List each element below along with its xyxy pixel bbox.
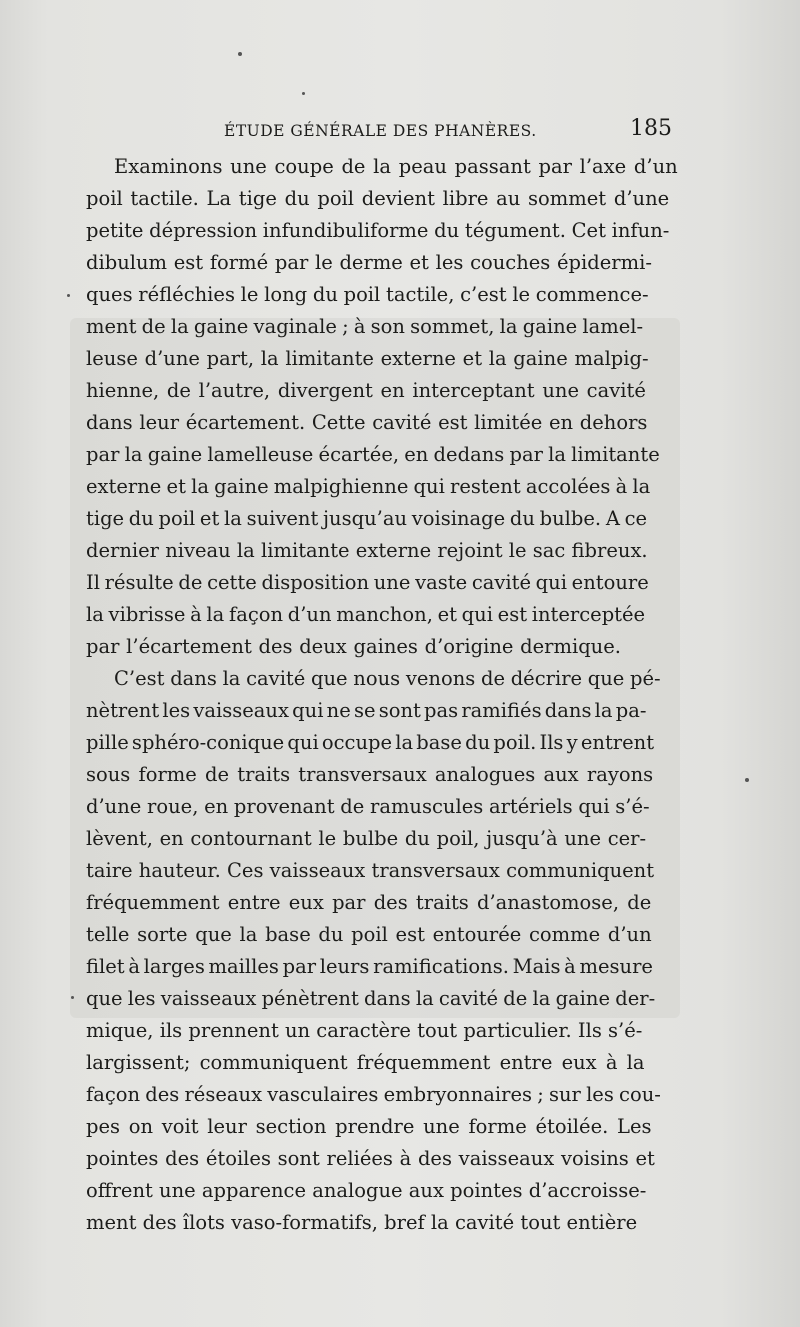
ink-speck <box>745 778 749 782</box>
text-line: Examinons une coupe de la peau passant par l’axe d’un <box>114 155 678 178</box>
page-number: 185 <box>630 116 672 141</box>
text-line: C’est dans la cavité que nous venons de décrire que pé- <box>114 667 661 690</box>
book-page: ÉTUDE GÉNÉRALE DES PHANÈRES. 185 Examinons une coupe de la peau passant par l’axe d’un poil tactile. La tige du poil devient libre au sommet d’une petite dépression infundibuliforme du tégument. Cet infun- dibulum est formé par le derme et les couches épidermi- ques réfléchies le long du poil tactile, c’est le commence- ment de la gaine vaginale ; à son sommet, la gaine lamel- leuse d’une part, la limitante externe et la gaine malpig- hienne, de l’autre, divergent en interceptant une cavité dans leur écartement. Cette cavité est limitée en dehors par la gaine lamelleuse écartée, en dedans par la limitante externe et la gaine malpighienne qui restent accolées à la tige du poil et la suivent jusqu’au voisinage du bulbe. A ce dernier niveau la limitante externe rejoint le sac fibreux. Il résulte de cette disposition une vaste cavité qui entoure la vibrisse à la façon d’un manchon, et qui est interceptée par l’écartement des deux gaines d’origine dermique. C’est dans la cavité que nous venons de décrire que pé- nètrent les vaisseaux qui ne se sont pas ramifiés dans la pa- pille sphéro-conique qui occupe la base du poil. Ils y entrent sous forme de traits transversaux analogues aux rayons d’une roue, en provenant de ramuscules artériels qui s’é- lèvent, en contournant le bulbe du poil, jusqu’à une cer- taire hauteur. Ces vaisseaux transversaux communiquent fréquemment entre eux par des traits d’anastomose, de telle sorte que la base du poil est entourée comme d’un filet à larges mailles par leurs ramifications. Mais à mesure que les vaisseaux pénètrent dans la cavité de la gaine der- mique, ils prennent un caractère tout particulier. Ils s’é- largissent; communiquent fréquemment entre eux à la façon des réseaux vasculaires embryonnaires ; sur les cou- pes on voit leur section prendre une forme étoilée. Les pointes des étoiles sont reliées à des vaisseaux voisins et offrent une apparence analogue aux pointes d’accroisse- ment des îlots vaso-formatifs, bref la cavité tout entière <box>0 0 800 1327</box>
ink-speck <box>71 996 74 999</box>
running-head <box>86 118 686 148</box>
ink-speck <box>302 92 305 95</box>
running-title: ÉTUDE GÉNÉRALE DES PHANÈRES. <box>224 122 537 140</box>
ink-speck <box>67 294 70 297</box>
ink-speck <box>238 52 242 56</box>
